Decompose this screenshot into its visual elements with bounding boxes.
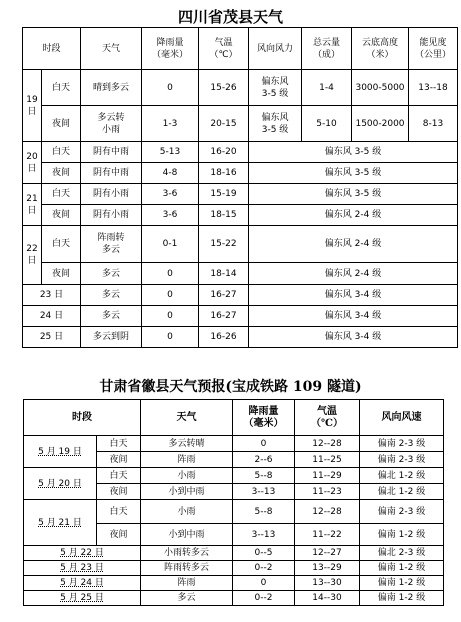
table1-header-row [23, 28, 458, 70]
temp-cell: 11--25 [295, 452, 360, 468]
wind-cell: 偏东风 3-4 级 [249, 306, 458, 327]
rain-cell: 5-13 [142, 142, 199, 163]
rain-cell: 0 [142, 263, 199, 285]
gansu-weather-table [23, 399, 444, 606]
date-cell: 5 月 19 日 [24, 436, 97, 468]
table2-title: 甘肃省徽县天气预报(宝成铁路 109 隧道) [99, 379, 362, 395]
period-cell: 白天 [97, 436, 141, 452]
date-cell: 5 月 23 日 [24, 561, 141, 576]
table2-header-row [24, 400, 444, 436]
temp-cell: 16-27 [199, 306, 249, 327]
wind-cell: 偏东风 2-4 级 [249, 205, 458, 226]
table-row [24, 436, 444, 452]
header-temp: 气温 （℃） [295, 400, 360, 436]
header-wind: 风向风力 [249, 28, 302, 70]
date-cell: 24 日 [23, 306, 81, 327]
weather-cell: 小雨转多云 [141, 546, 233, 561]
rain-cell: 0 [142, 327, 199, 348]
rain-cell: 3--13 [233, 524, 295, 546]
cloud-cell: 5-10 [302, 106, 352, 142]
period-cell: 夜间 [42, 205, 81, 226]
header-weather: 天气 [81, 28, 142, 70]
temp-cell: 13--29 [295, 561, 360, 576]
header-period: 时段 [23, 28, 81, 70]
temp-cell: 18-14 [199, 263, 249, 285]
table-row [23, 106, 458, 142]
period-cell: 夜间 [42, 106, 81, 142]
table-row [24, 468, 444, 484]
rain-cell: 1-3 [142, 106, 199, 142]
cloud-base-cell: 1500-2000 [352, 106, 409, 142]
temp-cell: 15-19 [199, 184, 249, 205]
header-weather: 天气 [141, 400, 233, 436]
date-cell: 5 月 21 日 [24, 500, 97, 546]
header-rain: 降雨量 （毫米） [142, 28, 199, 70]
weather-cell: 多云 [81, 306, 142, 327]
period-cell: 夜间 [97, 452, 141, 468]
wind-cell: 偏北 2-3 级 [360, 546, 444, 561]
rain-cell: 0--2 [233, 591, 295, 606]
wind-cell: 偏南 1-2 级 [360, 524, 444, 546]
date-cell: 5 月 24 日 [24, 576, 141, 591]
header-wind: 风向风速 [360, 400, 444, 436]
table-row [23, 226, 458, 263]
weather-cell: 阴有小雨 [81, 205, 142, 226]
rain-cell: 0-1 [142, 226, 199, 263]
period-cell: 夜间 [97, 524, 141, 546]
rain-cell: 0 [233, 436, 295, 452]
wind-cell: 偏东风 3-5 级 [249, 163, 458, 184]
rain-cell: 0 [142, 285, 199, 306]
temp-cell: 16-26 [199, 327, 249, 348]
header-cloud: 总云量 （成） [302, 28, 352, 70]
sichuan-weather-table [22, 27, 458, 348]
rain-cell: 3-6 [142, 184, 199, 205]
table-row [23, 142, 458, 163]
weather-cell: 多云 [81, 263, 142, 285]
weather-cell: 小雨 [141, 468, 233, 484]
cloud-cell: 1-4 [302, 70, 352, 106]
period-cell: 白天 [42, 142, 81, 163]
date-cell: 22 日 [23, 226, 42, 285]
wind-cell: 偏东风 3-4 级 [249, 285, 458, 306]
rain-cell: 5--8 [233, 500, 295, 524]
wind-cell: 偏南 1-2 级 [360, 561, 444, 576]
weather-cell: 阵雨 [141, 452, 233, 468]
rain-cell: 0 [233, 576, 295, 591]
table-row [24, 546, 444, 561]
wind-cell: 偏东风 3-4 级 [249, 327, 458, 348]
period-cell: 夜间 [42, 163, 81, 184]
wind-cell: 偏南 1-2 级 [360, 576, 444, 591]
date-cell: 23 日 [23, 285, 81, 306]
rain-cell: 0 [142, 70, 199, 106]
header-rain: 降雨量 （毫米） [233, 400, 295, 436]
table-row [23, 263, 458, 285]
visibility-cell: 8-13 [409, 106, 458, 142]
rain-cell: 0--5 [233, 546, 295, 561]
visibility-cell: 13--18 [409, 70, 458, 106]
temp-cell: 16-20 [199, 142, 249, 163]
weather-cell: 小雨 [141, 500, 233, 524]
temp-cell: 12--28 [295, 500, 360, 524]
table-row [23, 327, 458, 348]
period-cell: 白天 [42, 226, 81, 263]
temp-cell: 12--28 [295, 436, 360, 452]
wind-cell: 偏东风 3-5 级 [249, 106, 302, 142]
table-row [23, 285, 458, 306]
weather-cell: 多云到阴 [81, 327, 142, 348]
period-cell: 白天 [42, 184, 81, 205]
header-cloud-base: 云底高度 （米） [352, 28, 409, 70]
date-cell: 25 日 [23, 327, 81, 348]
wind-cell: 偏东风 3-5 级 [249, 142, 458, 163]
rain-cell: 0--2 [233, 561, 295, 576]
period-cell: 白天 [97, 500, 141, 524]
header-visibility: 能见度 （公里） [409, 28, 458, 70]
date-cell: 19 日 [23, 70, 42, 142]
weather-cell: 多云转晴 [141, 436, 233, 452]
temp-cell: 18-16 [199, 163, 249, 184]
temp-cell: 14--30 [295, 591, 360, 606]
date-cell: 5 月 22 日 [24, 546, 141, 561]
wind-cell: 偏东风 3-5 级 [249, 184, 458, 205]
rain-cell: 2--6 [233, 452, 295, 468]
temp-cell: 11--23 [295, 484, 360, 500]
weather-cell: 晴到多云 [81, 70, 142, 106]
weather-cell: 小到中雨 [141, 484, 233, 500]
period-cell: 夜间 [97, 484, 141, 500]
table-row [24, 561, 444, 576]
temp-cell: 18-15 [199, 205, 249, 226]
rain-cell: 5--8 [233, 468, 295, 484]
temp-cell: 15-26 [199, 70, 249, 106]
weather-cell: 阴有中雨 [81, 142, 142, 163]
rain-cell: 3-6 [142, 205, 199, 226]
rain-cell: 3--13 [233, 484, 295, 500]
table-row [23, 163, 458, 184]
table-row [23, 70, 458, 106]
table-row [23, 184, 458, 205]
temp-cell: 16-27 [199, 285, 249, 306]
weather-cell: 小到中雨 [141, 524, 233, 546]
date-cell: 5 月 25 日 [24, 591, 141, 606]
cloud-base-cell: 3000-5000 [352, 70, 409, 106]
rain-cell: 0 [142, 306, 199, 327]
date-cell: 21 日 [23, 184, 42, 226]
weather-cell: 阵雨转 多云 [81, 226, 142, 263]
wind-cell: 偏东风 3-5 级 [249, 70, 302, 106]
table-row [24, 500, 444, 524]
wind-cell: 偏东风 2-4 级 [249, 226, 458, 263]
temp-cell: 11--29 [295, 468, 360, 484]
wind-cell: 偏北 1-2 级 [360, 484, 444, 500]
wind-cell: 偏北 1-2 级 [360, 468, 444, 484]
wind-cell: 偏南 1-2 级 [360, 591, 444, 606]
wind-cell: 偏南 2-3 级 [360, 452, 444, 468]
weather-cell: 阴有中雨 [81, 163, 142, 184]
weather-cell: 阴有小雨 [81, 184, 142, 205]
weather-cell: 多云 [141, 591, 233, 606]
period-cell: 白天 [97, 468, 141, 484]
table1-title: 四川省茂县天气 [177, 8, 283, 26]
table-row [23, 205, 458, 226]
weather-cell: 多云转 小雨 [81, 106, 142, 142]
temp-cell: 20-15 [199, 106, 249, 142]
weather-cell: 阵雨 [141, 576, 233, 591]
temp-cell: 12--27 [295, 546, 360, 561]
temp-cell: 13--30 [295, 576, 360, 591]
table-row [23, 306, 458, 327]
wind-cell: 偏南 2-3 级 [360, 436, 444, 452]
header-temp: 气温 （℃） [199, 28, 249, 70]
temp-cell: 15-22 [199, 226, 249, 263]
date-cell: 20 日 [23, 142, 42, 184]
period-cell: 夜间 [42, 263, 81, 285]
weather-cell: 多云 [81, 285, 142, 306]
table-row [24, 591, 444, 606]
temp-cell: 11--22 [295, 524, 360, 546]
period-cell: 白天 [42, 70, 81, 106]
weather-cell: 阵雨转多云 [141, 561, 233, 576]
header-period: 时段 [24, 400, 141, 436]
rain-cell: 4-8 [142, 163, 199, 184]
date-cell: 5 月 20 日 [24, 468, 97, 500]
table-row [24, 576, 444, 591]
wind-cell: 偏南 2-3 级 [360, 500, 444, 524]
wind-cell: 偏东风 2-4 级 [249, 263, 458, 285]
